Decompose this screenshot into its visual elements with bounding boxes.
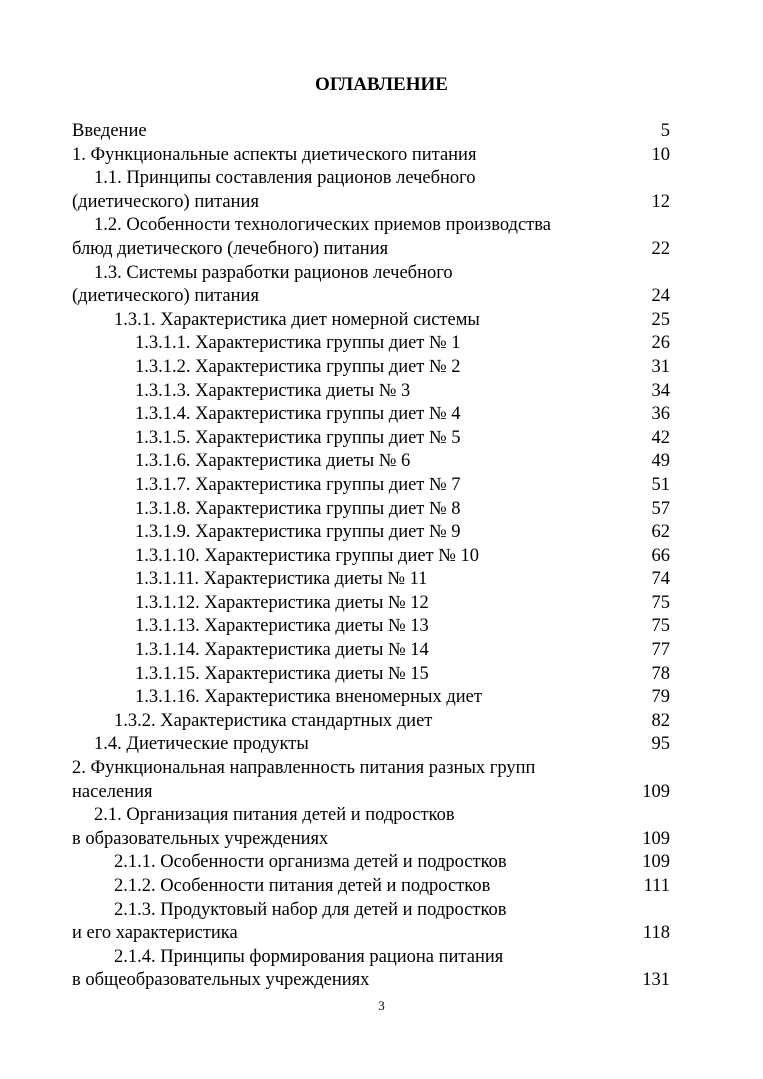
toc-entry-page: 95 [651,734,670,755]
toc-entry-title [72,380,610,404]
table-of-contents [72,120,672,993]
toc-entry-page: 131 [642,970,670,991]
toc-entry-title [72,262,610,309]
toc-entry-title [72,663,610,687]
toc-entry-page: 111 [643,876,670,896]
toc-entry-line: 1.1. Принципы составления рационов лечебного [94,168,476,189]
toc-entry-line: 1.3.1. Характеристика диет номерной системы [114,309,480,330]
toc-entry-title [72,592,610,616]
toc-entry [72,875,672,899]
toc-entry-title [72,474,610,498]
toc-entry [72,498,672,522]
toc-entry-title [72,450,610,474]
toc-entry [72,804,672,851]
toc-entry-title [72,615,610,639]
toc-entry-title [72,686,610,710]
toc-entry [72,946,672,993]
toc-entry [72,403,672,427]
toc-entry-line: блюд диетического (лечебного) питания [72,238,389,259]
toc-entry-line: 1.3.1.11. Характеристика диеты № 11 [135,569,428,590]
toc-entry-page: 109 [642,781,670,802]
toc-entry [72,615,672,639]
toc-entry-line: 1.3. Системы разработки рационов лечебного [94,262,453,283]
toc-entry [72,356,672,380]
toc-entry-title [72,733,610,757]
toc-entry-title [72,757,610,804]
toc-entry-title [72,144,610,168]
toc-entry-title [72,403,610,427]
toc-entry-page: 79 [651,687,670,708]
toc-entry-line: 1.4. Диетические продукты [94,734,309,755]
toc-entry-line: 1.3.1.7. Характеристика группы диет № 7 [135,474,461,495]
toc-entry-page: 10 [651,144,670,165]
toc-entry [72,167,672,214]
toc-entry-title [72,851,610,875]
toc-entry-page: 109 [642,828,670,849]
toc-entry-line: и его характеристика [72,923,238,944]
toc-entry [72,851,672,875]
toc-entry-line: 2.1.1. Особенности организма детей и подростков [114,852,507,873]
toc-entry [72,710,672,734]
toc-entry-line: 1.3.1.2. Характеристика группы диет № 2 [135,356,461,377]
toc-entry [72,214,672,261]
toc-entry-line: 1.3.1.9. Характеристика группы диет № 9 [135,522,461,543]
toc-entry-page: 36 [651,404,670,425]
toc-entry [72,545,672,569]
toc-entry-line: населения [72,781,153,802]
toc-entry-page: 118 [642,923,670,944]
toc-entry [72,450,672,474]
toc-entry-title [72,214,610,261]
toc-entry [72,332,672,356]
toc-entry [72,120,672,144]
toc-entry-line: 1.3.1.6. Характеристика диеты № 6 [135,451,411,472]
toc-entry [72,380,672,404]
toc-entry-line: (диетического) питания [72,286,259,307]
toc-entry [72,144,672,168]
toc-entry [72,592,672,616]
toc-entry [72,733,672,757]
toc-entry [72,262,672,309]
toc-entry-page: 24 [651,286,670,307]
toc-entry-title [72,356,610,380]
toc-entry-title [72,332,610,356]
toc-entry-page: 49 [651,451,670,472]
toc-entry-page: 57 [651,498,670,519]
toc-entry-line: 1.3.1.10. Характеристика группы диет № 10 [135,545,480,566]
toc-entry-page: 22 [651,238,670,259]
toc-entry-page: 62 [651,522,670,543]
toc-entry-page: 5 [660,121,670,141]
toc-entry-title [72,710,610,734]
toc-entry-line: 2.1.3. Продуктовый набор для детей и подростков [114,899,507,920]
toc-entry [72,427,672,451]
page-title: ОГЛАВЛЕНИЕ [315,74,448,95]
toc-entry-page: 34 [651,380,670,401]
toc-entry-title [72,946,610,993]
toc-entry-page: 42 [651,427,670,448]
toc-entry [72,663,672,687]
toc-entry-title [72,804,610,851]
toc-entry [72,899,672,946]
toc-entry-line: 1.3.1.15. Характеристика диеты № 15 [135,663,429,684]
toc-entry-page: 109 [642,852,670,873]
toc-entry-line: 1.3.1.8. Характеристика группы диет № 8 [135,498,461,519]
toc-entry-line: 1.3.1.5. Характеристика группы диет № 5 [135,427,461,448]
toc-entry [72,474,672,498]
toc-entry [72,309,672,333]
toc-entry-line: 1.3.2. Характеристика стандартных диет [114,710,433,731]
toc-entry [72,568,672,592]
toc-entry-title [72,545,610,569]
toc-entry-page: 82 [651,710,670,731]
toc-entry-page: 26 [651,333,670,354]
toc-entry-page: 75 [651,616,670,637]
toc-entry-title [72,568,610,592]
toc-entry-line: в образовательных учреждениях [72,828,329,849]
toc-entry-line: 1.3.1.3. Характеристика диеты № 3 [135,380,411,401]
toc-entry-title [72,120,610,144]
page-number: 3 [378,998,385,1013]
toc-entry-title [72,427,610,451]
toc-entry [72,686,672,710]
toc-entry-title [72,899,610,946]
toc-entry-page: 78 [651,663,670,684]
toc-entry-line: 2.1. Организация питания детей и подростков [94,805,455,826]
toc-entry-title [72,639,610,663]
toc-entry [72,757,672,804]
toc-entry-line: в общеобразовательных учреждениях [72,970,370,991]
toc-entry [72,521,672,545]
toc-entry-line: (диетического) питания [72,191,259,212]
toc-entry-line: 1. Функциональные аспекты диетического питания [72,144,477,165]
toc-entry-page: 51 [651,474,670,495]
toc-entry-line: Введение [72,121,147,141]
toc-entry-page: 66 [651,545,670,566]
toc-entry-page: 31 [651,356,670,377]
toc-entry-line: 1.3.1.1. Характеристика группы диет № 1 [135,333,461,354]
toc-entry-page: 77 [651,640,670,661]
toc-entry [72,639,672,663]
toc-entry-line: 2.1.2. Особенности питания детей и подростков [114,876,491,896]
toc-entry-page: 12 [651,191,670,212]
toc-entry-line: 1.2. Особенности технологических приемов производства [94,215,551,236]
toc-entry-line: 1.3.1.16. Характеристика вненомерных диет [135,687,482,708]
toc-entry-title [72,167,610,214]
toc-entry-title [72,309,610,333]
toc-entry-page: 25 [651,309,670,330]
toc-entry-line: 2.1.4. Принципы формирования рациона питания [114,946,504,967]
toc-entry-line: 2. Функциональная направленность питания разных групп [72,758,536,779]
toc-entry-title [72,498,610,522]
toc-entry-page: 75 [651,592,670,613]
toc-entry-title [72,875,610,899]
toc-entry-line: 1.3.1.13. Характеристика диеты № 13 [135,616,429,637]
toc-entry-page: 74 [651,569,670,590]
toc-entry-title [72,521,610,545]
toc-entry-line: 1.3.1.14. Характеристика диеты № 14 [135,640,429,661]
toc-entry-line: 1.3.1.4. Характеристика группы диет № 4 [135,404,461,425]
toc-entry-line: 1.3.1.12. Характеристика диеты № 12 [135,592,429,613]
